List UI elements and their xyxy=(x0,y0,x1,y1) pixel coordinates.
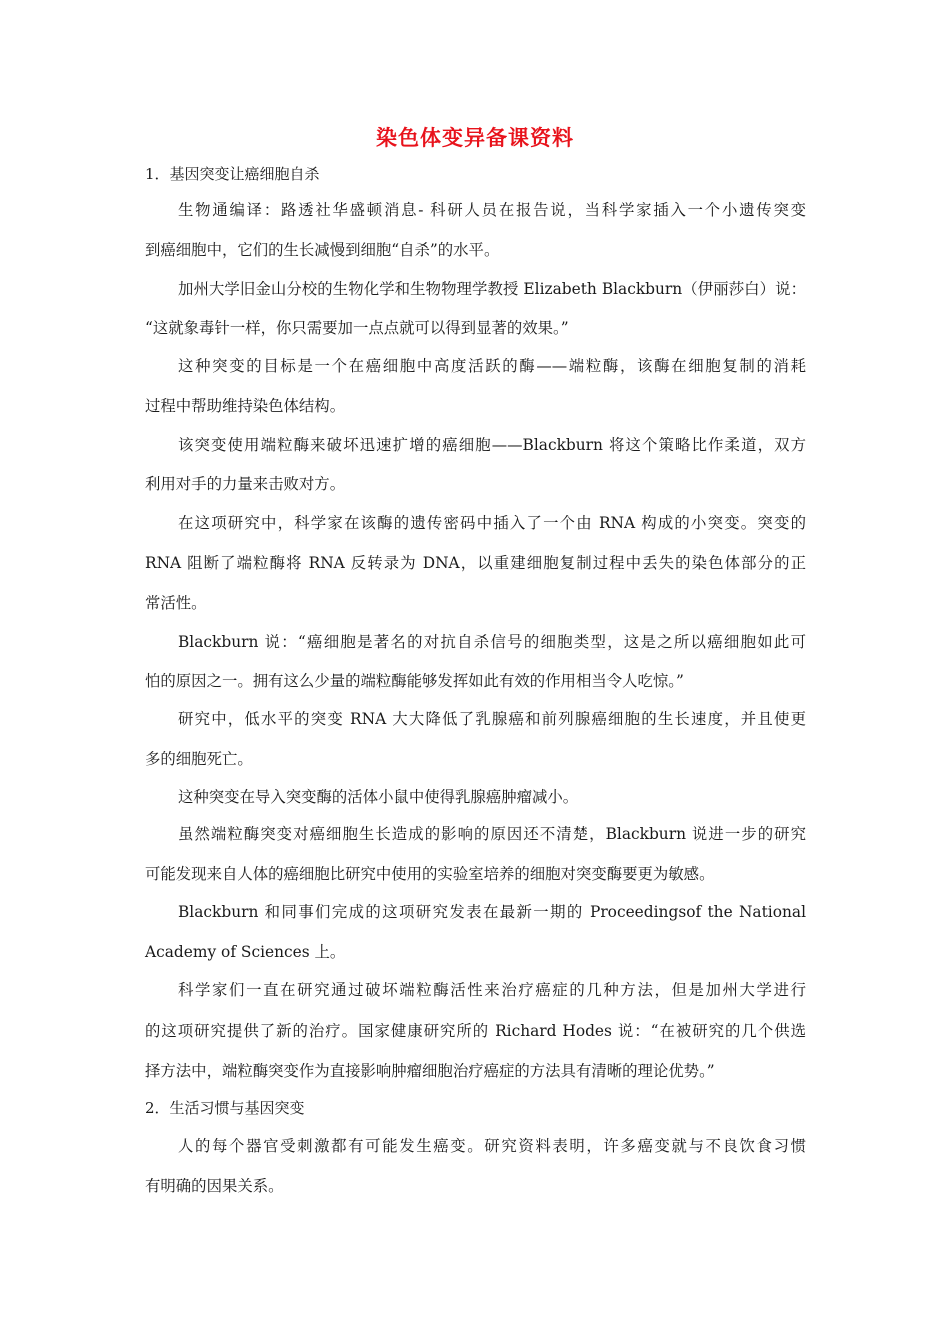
text-line: Academy of Sciences 上。 xyxy=(145,943,346,961)
text-line: 该突变使用端粒酶来破坏迅速扩增的癌细胞——Blackburn 将这个策略比作柔道，双方 xyxy=(178,436,806,454)
text-line: 加州大学旧金山分校的生物化学和生物物理学教授 Elizabeth Blackburn（伊丽莎白）说： xyxy=(178,280,806,298)
text-line: “这就象毒针一样，你只需要加一点点就可以得到显著的效果。” xyxy=(145,319,569,337)
section-1-heading: 1．基因突变让癌细胞自杀 xyxy=(145,165,320,183)
text-line: 利用对手的力量来击败对方。 xyxy=(145,475,346,493)
text-line: 这种突变的目标是一个在癌细胞中高度活跃的酶——端粒酶，该酶在细胞复制的消耗 xyxy=(178,357,806,375)
text-line: 过程中帮助维持染色体结构。 xyxy=(145,397,346,415)
text-line: 到癌细胞中，它们的生长减慢到细胞“自杀”的水平。 xyxy=(145,241,500,259)
text-line: 这种突变在导入突变酶的活体小鼠中使得乳腺癌肿瘤减小。 xyxy=(178,788,579,806)
section-2-heading: 2．生活习惯与基因突变 xyxy=(145,1099,305,1117)
text-line: 常活性。 xyxy=(145,594,207,612)
text-line: 择方法中，端粒酶突变作为直接影响肿瘤细胞治疗癌症的方法具有清晰的理论优势。” xyxy=(145,1062,715,1080)
text-line: 虽然端粒酶突变对癌细胞生长造成的影响的原因还不清楚，Blackburn 说进一步的研究 xyxy=(178,825,806,843)
text-line: 可能发现来自人体的癌细胞比研究中使用的实验室培养的细胞对突变酶要更为敏感。 xyxy=(145,865,715,883)
text-line: Blackburn 和同事们完成的这项研究发表在最新一期的 Proceedingsof the National xyxy=(178,903,806,921)
text-line: 的这项研究提供了新的治疗。国家健康研究所的 Richard Hodes 说：“在被研究的几个供选 xyxy=(145,1022,806,1040)
text-line: 怕的原因之一。拥有这么少量的端粒酶能够发挥如此有效的作用相当令人吃惊。” xyxy=(145,672,684,690)
text-line: 科学家们一直在研究通过破坏端粒酶活性来治疗癌症的几种方法，但是加州大学进行 xyxy=(178,981,806,999)
text-line: RNA 阻断了端粒酶将 RNA 反转录为 DNA，以重建细胞复制过程中丢失的染色体部分的正 xyxy=(145,554,806,572)
document-title: 染色体变异备课资料 xyxy=(376,126,574,150)
text-line: 生物通编译：路透社华盛顿消息- 科研人员在报告说，当科学家插入一个小遗传突变 xyxy=(178,201,806,219)
text-line: 人的每个器官受刺激都有可能发生癌变。研究资料表明，许多癌变就与不良饮食习惯 xyxy=(178,1137,806,1155)
text-line: Blackburn 说：“癌细胞是著名的对抗自杀信号的细胞类型，这是之所以癌细胞如此可 xyxy=(178,633,806,651)
text-line: 在这项研究中，科学家在该酶的遗传密码中插入了一个由 RNA 构成的小突变。突变的 xyxy=(178,514,806,532)
text-line: 研究中，低水平的突变 RNA 大大降低了乳腺癌和前列腺癌细胞的生长速度，并且使更 xyxy=(178,710,806,728)
text-line: 有明确的因果关系。 xyxy=(145,1177,284,1195)
text-line: 多的细胞死亡。 xyxy=(145,750,253,768)
